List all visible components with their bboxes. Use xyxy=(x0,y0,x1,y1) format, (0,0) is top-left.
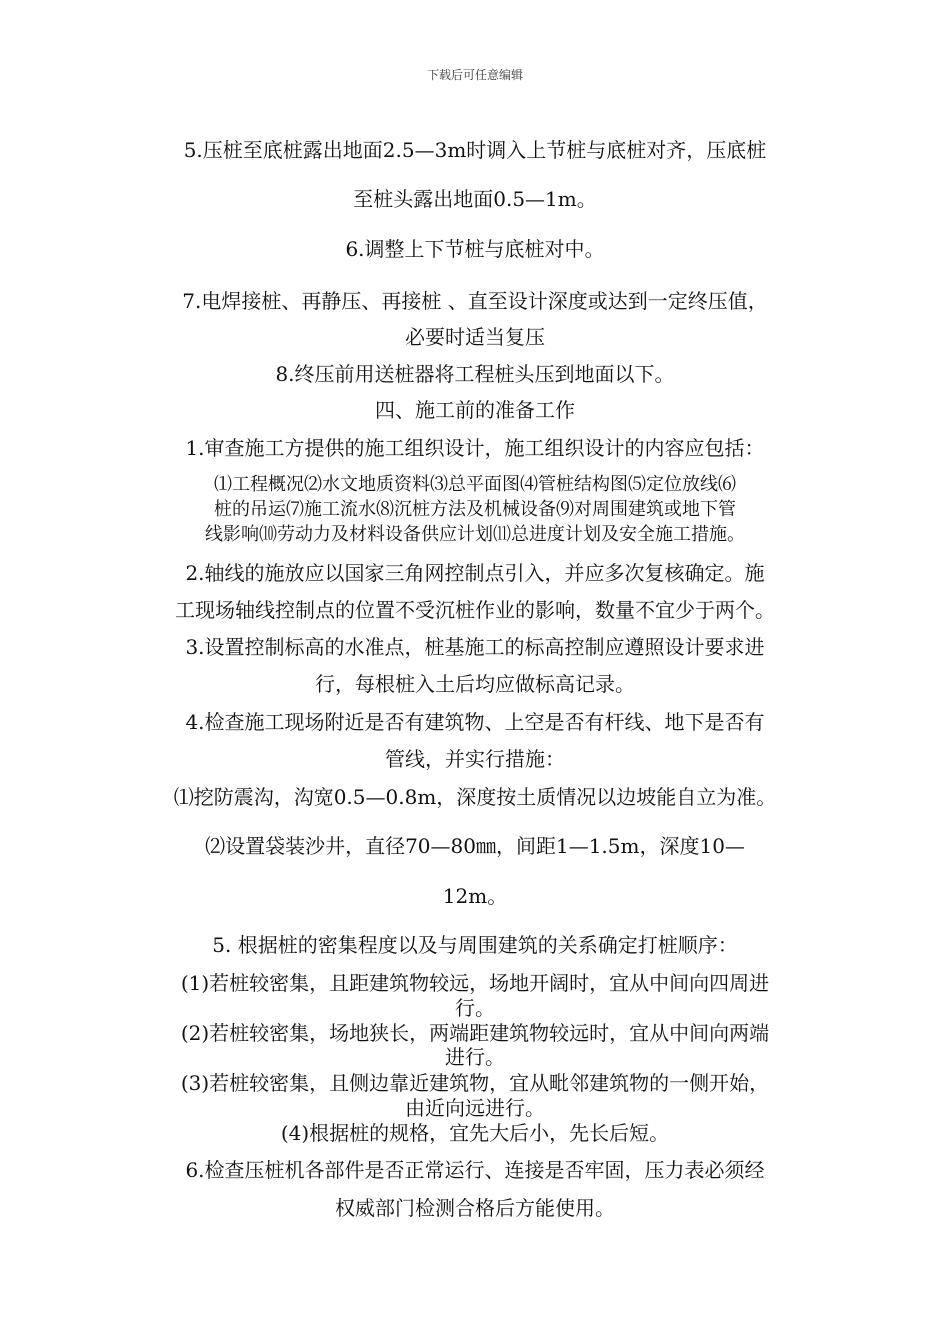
text-line: 4.检查施工现场附近是否有建筑物、上空是否有杆线、地下是否有 xyxy=(185,710,765,734)
text-line: 进行。 xyxy=(445,1045,505,1069)
text-line: 管线，并实行措施： xyxy=(385,747,565,771)
text-line: 至桩头露出地面0.5—1m。 xyxy=(353,187,597,211)
text-line: 权威部门检测合格后方能使用。 xyxy=(335,1196,615,1220)
text-line: 1.审查施工方提供的施工组织设计，施工组织设计的内容应包括： xyxy=(185,436,765,460)
text-line: 必要时适当复压 xyxy=(405,325,545,349)
text-line: 8.终压前用送桩器将工程桩头压到地面以下。 xyxy=(275,362,675,386)
text-line: 6.检查压桩机各部件是否正常运行、连接是否牢固，压力表必须经 xyxy=(185,1158,765,1182)
text-line: 6.调整上下节桩与底桩对中。 xyxy=(345,237,605,261)
text-line: 3.设置控制标高的水准点，桩基施工的标高控制应遵照设计要求进 xyxy=(185,635,765,659)
section-heading: 四、施工前的准备工作 xyxy=(375,398,575,422)
text-line: ⑴挖防震沟，沟宽0.5—0.8m，深度按土质情况以边坡能自立为准。 xyxy=(173,785,777,809)
page-header: 下载后可任意编辑 xyxy=(426,68,523,82)
text-line: 工现场轴线控制点的位置不受沉桩作业的影响，数量不宜少于两个。 xyxy=(175,598,775,622)
text-line: 7.电焊接桩、再静压、再接桩 、直至设计深度或达到一定终压值， xyxy=(182,289,768,313)
text-line: ⑵设置袋装沙井，直径70—80㎜，间距1—1.5m，深度10— xyxy=(205,834,745,858)
text-line: 由近向远进行。 xyxy=(405,1096,545,1120)
text-line: (4)根据桩的规格，宜先大后小，先长后短。 xyxy=(280,1121,670,1145)
text-line: 行，每根桩入土后均应做标高记录。 xyxy=(315,672,635,696)
text-line: 5. 根据桩的密集程度以及与周围建筑的关系确定打桩顺序： xyxy=(212,933,738,957)
text-line: (1)若桩较密集，且距建筑物较远，场地开阔时，宜从中间向四周进 xyxy=(180,971,770,995)
text-line: ⑴工程概况⑵水文地质资料⑶总平面图⑷管桩结构图⑸定位放线⑹ xyxy=(214,474,736,495)
text-line: 12m。 xyxy=(442,884,508,908)
text-line: (2)若桩较密集，场地狭长，两端距建筑物较远时，宜从中间向两端 xyxy=(180,1021,770,1045)
text-line: (3)若桩较密集，且侧边靠近建筑物，宜从毗邻建筑物的一侧开始， xyxy=(180,1071,770,1095)
text-line: 5.压桩至底桩露出地面2.5—3m时调入上节桩与底桩对齐，压底桩 xyxy=(183,138,767,162)
text-line: 行。 xyxy=(455,996,495,1020)
text-line: 线影响⑽劳动力及材料设备供应计划⑾总进度计划及安全施工措施。 xyxy=(205,524,745,545)
text-line: 桩的吊运⑺施工流水⑻沉桩方法及机械设备⑼对周围建筑或地下管 xyxy=(214,499,736,520)
text-line: 2.轴线的施放应以国家三角网控制点引入，并应多次复核确定。施 xyxy=(185,561,765,585)
